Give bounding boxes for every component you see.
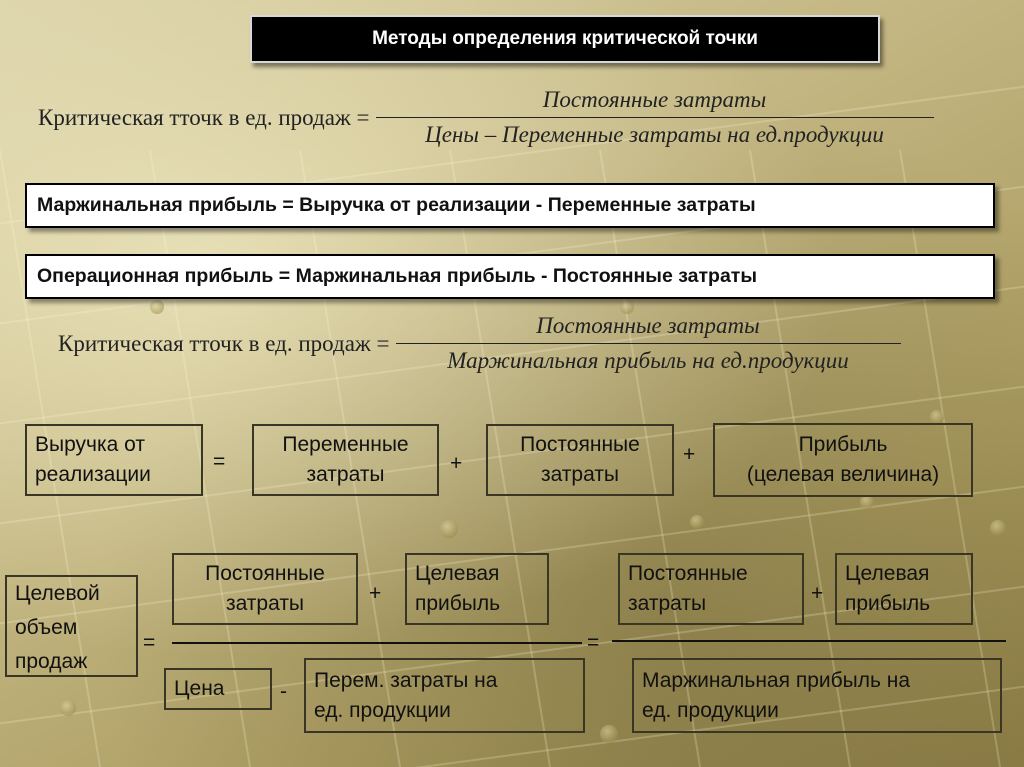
formula-fraction [376, 87, 934, 148]
plus-sign: + [811, 582, 824, 605]
revenue-box: Выручка от реализации [25, 424, 203, 496]
formula-label: Критическая тточк в ед. продаж = [38, 104, 370, 130]
background-dot [620, 300, 634, 314]
background-dot [990, 520, 1006, 536]
margin-profit-box: Маржинальная прибыль = Выручка от реализации - Переменные затраты [25, 183, 995, 228]
operating-profit-box: Операционная прибыль = Маржинальная прибыль - Постоянные затраты [25, 254, 995, 299]
minus-sign: - [280, 680, 287, 703]
fixed-costs-box: Постоянные затраты [486, 424, 674, 496]
plus-sign: + [369, 582, 382, 605]
target-profit-box: Целевая прибыль [405, 553, 549, 625]
page-title: Методы определения критической точки [250, 15, 880, 63]
fraction-bar [612, 640, 1006, 642]
equals-sign: = [213, 450, 226, 473]
target-profit-box: Целевая прибыль [835, 553, 973, 625]
fraction-bar [172, 642, 582, 644]
formula-numerator: Постоянные затраты [536, 313, 760, 338]
target-volume-box: Целевой объем продаж [5, 575, 138, 677]
plus-sign: + [450, 452, 463, 475]
background-dot [150, 300, 164, 314]
background-dot [930, 410, 944, 424]
formula-break-even-price [38, 87, 934, 148]
margin-per-unit-box: Маржинальная прибыль на ед. продукции [632, 658, 1002, 733]
background-dot [600, 725, 618, 743]
formula-fraction [396, 313, 901, 374]
formula-numerator: Постоянные затраты [542, 87, 767, 112]
price-box: Цена [164, 668, 272, 710]
profit-box: Прибыль (целевая величина) [713, 423, 973, 497]
background-dot [440, 520, 458, 538]
background-dot [860, 495, 874, 509]
formula-break-even-margin [58, 313, 901, 374]
formula-denominator: Маржинальная прибыль на ед.продукции [447, 348, 849, 373]
variable-costs-box: Переменные затраты [252, 424, 439, 496]
variable-cost-per-unit-box: Перем. затраты на ед. продукции [304, 658, 585, 733]
background-dot [690, 515, 704, 529]
equals-sign: = [143, 631, 156, 654]
plus-sign: + [683, 443, 696, 466]
formula-label: Критическая тточк в ед. продаж = [58, 330, 390, 356]
formula-denominator: Цены – Переменные затраты на ед.продукции [425, 122, 884, 147]
equals-sign: = [587, 631, 600, 654]
fixed-costs-box: Постоянные затраты [618, 553, 804, 625]
fixed-costs-box: Постоянные затраты [172, 553, 358, 625]
background-dot [60, 700, 76, 716]
